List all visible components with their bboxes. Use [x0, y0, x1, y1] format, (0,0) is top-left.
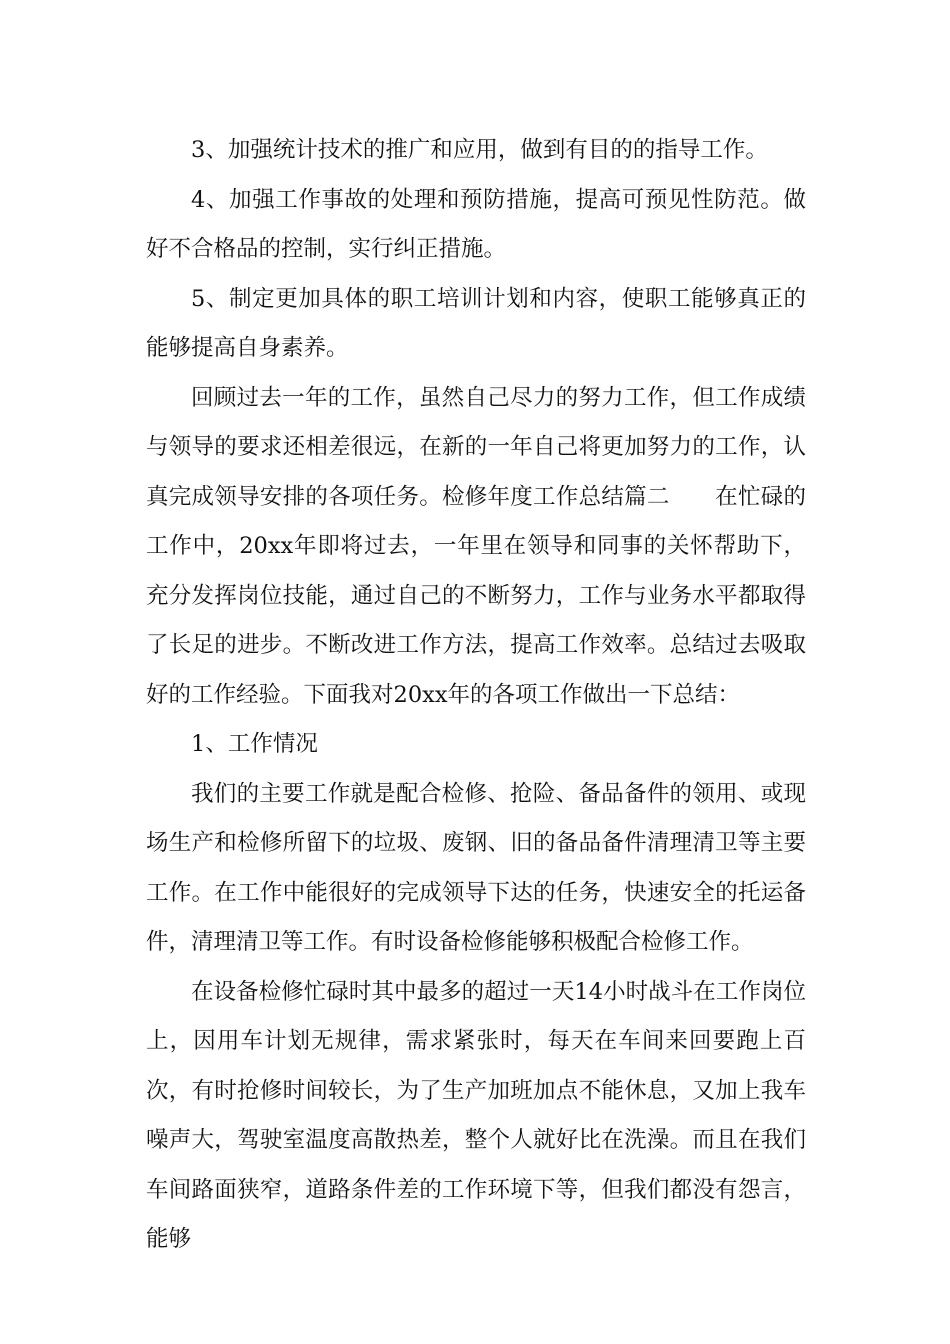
paragraph-main-work: 我们的主要工作就是配合检修、抢险、备品备件的领用、或现场生产和检修所留下的垃圾、废钢、旧的备品备件清理清卫等主要工作。在工作中能很好的完成领导下达的任务，快速安全的托运备件，清理清卫等工作。有时设备检修能够积极配合检修工作。: [146, 780, 806, 955]
paragraph-review: 回顾过去一年的工作，虽然自己尽力的努力工作，但工作成绩与领导的要求还相差很远，在新的一年自己将更加努力的工作，认真完成领导安排的各项任务。检修年度工作总结篇二 在忙碌的工作中，20xx年即将过去，一年里在领导和同事的关怀帮助下，充分发挥岗位技能，通过自己的不断努力，工作与业务水平都取得了长足的进步。不断改进工作方法，提高工作效率。总结过去吸取好的工作经验。下面我对20xx年的各项工作做出一下总结：: [146, 384, 806, 708]
section-heading-work-status: 1、工作情况: [191, 731, 318, 757]
paragraph-item-4: 4、加强工作事故的处理和预防措施，提高可预见性防范。做好不合格品的控制，实行纠正措施。: [146, 186, 806, 262]
paragraph-item-5: 5、制定更加具体的职工培训计划和内容，使职工能够真正的能够提高自身素养。: [146, 285, 806, 361]
paragraph-busy-period: 在设备检修忙碌时其中最多的超过一天14小时战斗在工作岗位上，因用车计划无规律，需求紧张时，每天在车间来回要跑上百次，有时抢修时间较长，为了生产加班加点不能休息，又加上我车噪声大，驾驶室温度高散热差，整个人就好比在洗澡。而且在我们车间路面狭窄，道路条件差的工作环境下等，但我们都没有怨言，能够: [146, 978, 806, 1252]
paragraph-item-3: 3、加强统计技术的推广和应用，做到有目的的指导工作。: [191, 137, 768, 163]
document-body: [146, 126, 806, 1265]
